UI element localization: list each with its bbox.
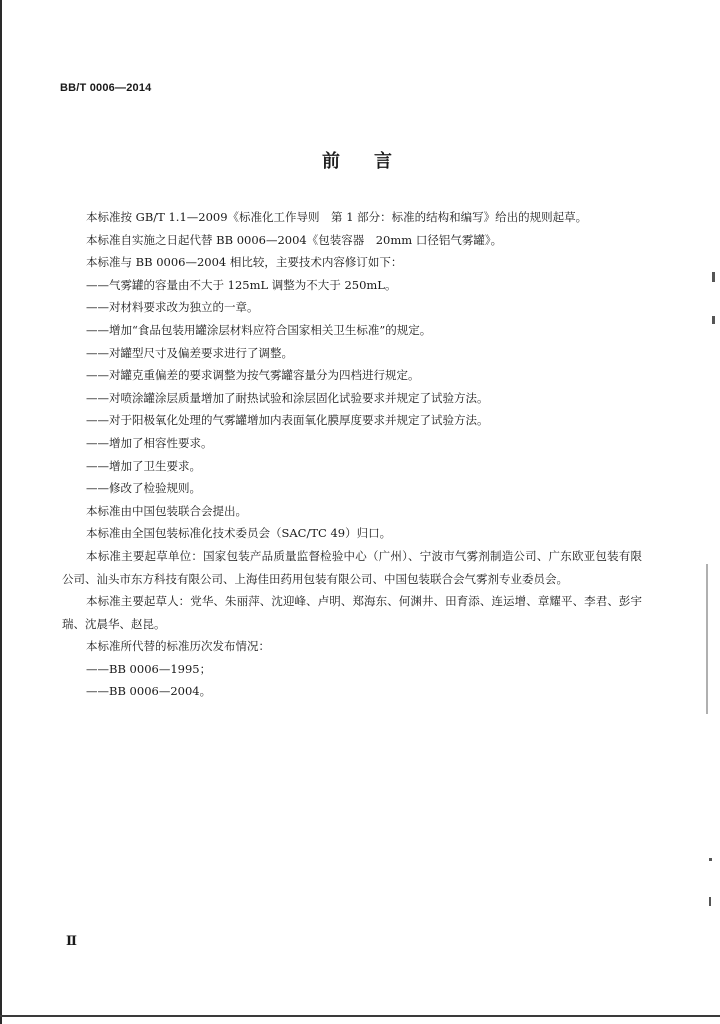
change-item-capacity: ——气雾罐的容量由不大于 125mL 调整为不大于 250mL。 [86, 277, 397, 292]
change-item-food-coating: ——增加“食品包装用罐涂层材料应符合国家相关卫生标准”的规定。 [86, 322, 432, 337]
paragraph-replacement: 本标准自实施之日起代替 BB 0006—2004《包装容器 20mm 口径铝气雾罐》。 [86, 232, 503, 247]
paragraph-drafters: 本标准主要起草人：党华、朱丽萍、沈迎峰、卢明、郑海东、何渊井、田育添、连运增、章耀平、李君、彭宇瑞、沈晨华、赵昆。 [62, 594, 642, 631]
change-item-hygiene: ——增加了卫生要求。 [86, 458, 201, 473]
scan-margin-mark [709, 897, 711, 906]
paragraph-drafting-units: 本标准主要起草单位：国家包装产品质量监督检验中心（广州）、宁波市气雾剂制造公司、广东欧亚包装有限公司、汕头市东方科技有限公司、上海佳田药用包装有限公司、中国包装联合会气雾剂专业委员会。 [62, 548, 642, 586]
paragraph-proposed-by: 本标准由中国包装联合会提出。 [86, 503, 247, 518]
scan-margin-mark [706, 564, 708, 714]
page-title: 前言 [322, 151, 426, 172]
change-item-weight-deviation: ——对罐克重偏差的要求调整为按气雾罐容量分为四档进行规定。 [86, 368, 420, 383]
scan-margin-mark [709, 858, 712, 861]
paragraph-drafting-rules: 本标准按 GB/T 1.1—2009《标准化工作导则 第 1 部分：标准的结构和编写》给出的规则起草。 [86, 210, 588, 224]
page-number: Ⅱ [66, 934, 77, 949]
standard-code-header: BB/T 0006—2014 [60, 82, 152, 94]
change-item-material-chapter: ——对材料要求改为独立的一章。 [86, 300, 259, 315]
scan-margin-mark [712, 272, 715, 282]
change-item-dimensions: ——对罐型尺寸及偏差要求进行了调整。 [86, 345, 293, 360]
history-item-1995: ——BB 0006—1995； [86, 661, 212, 676]
paragraph-changes-intro: 本标准与 BB 0006—2004 相比较，主要技术内容修订如下： [86, 255, 403, 270]
change-item-coating-quality: ——对喷涂罐涂层质量增加了耐热试验和涂层固化试验要求并规定了试验方法。 [86, 390, 489, 405]
paragraph-administered-by: 本标准由全国包装标准化技术委员会（SAC/TC 49）归口。 [86, 526, 392, 541]
foreword-body [62, 206, 642, 703]
scan-margin-mark [712, 316, 715, 324]
scan-bottom-border [0, 1015, 720, 1017]
change-item-inspection-rules: ——修改了检验规则。 [86, 481, 201, 496]
change-item-compatibility: ——增加了相容性要求。 [86, 435, 213, 450]
change-item-oxide-film: ——对于阳极氧化处理的气雾罐增加内表面氧化膜厚度要求并规定了试验方法。 [86, 413, 489, 428]
history-item-2004: ——BB 0006—2004。 [86, 684, 212, 699]
paragraph-history-intro: 本标准所代替的标准历次发布情况： [86, 639, 270, 654]
